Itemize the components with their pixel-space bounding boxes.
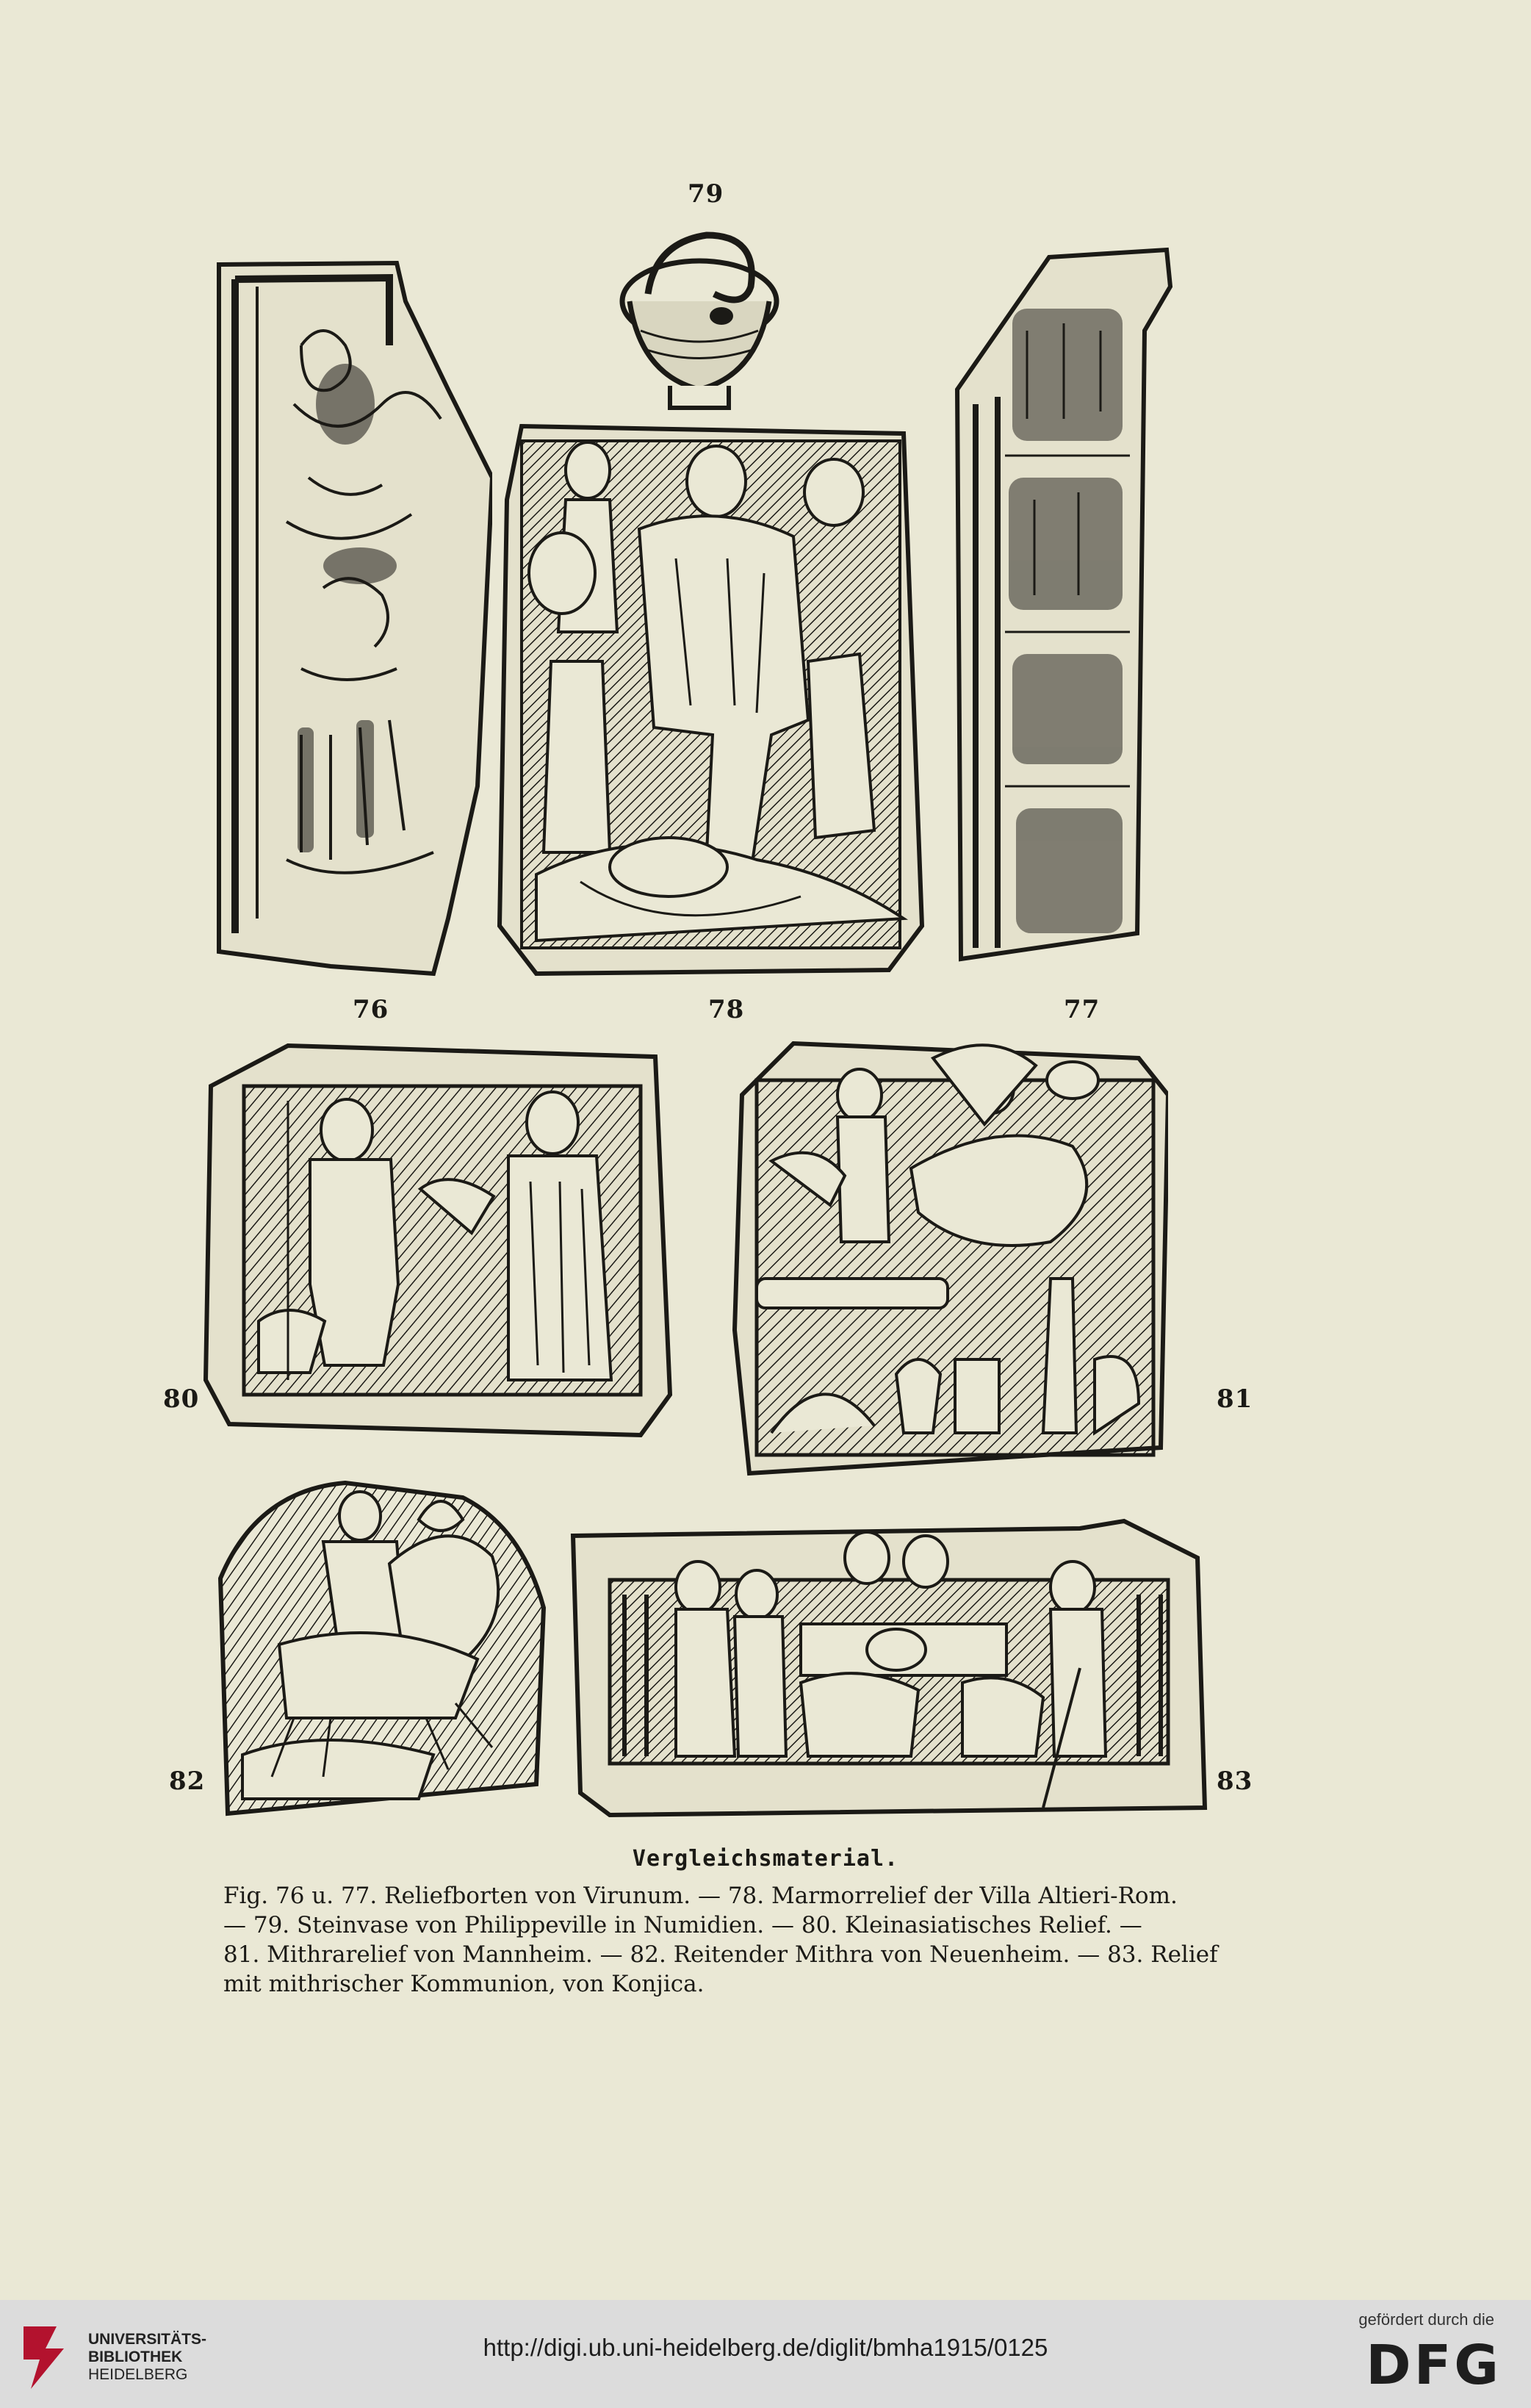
- caption-line-3: 81. Mithrarelief von Mannheim. — 82. Reitender Mithra von Neuenheim. — 83. Relief: [223, 1941, 1218, 1968]
- figure-78-marble-relief: [492, 411, 926, 985]
- library-name-line-2: BIBLIOTHEK: [88, 2348, 183, 2365]
- caption-title: Vergleichsmaterial.: [632, 1846, 899, 1872]
- caption-line-1: Fig. 76 u. 77. Reliefborten von Virunum. — 78. Marmorrelief der Villa Altieri-Rom.: [223, 1883, 1178, 1909]
- figure-77-relief-border: [954, 242, 1174, 963]
- library-name-line-1: UNIVERSITÄTS-: [88, 2331, 207, 2348]
- caption-line-4: mit mithrischer Kommunion, von Konjica.: [223, 1971, 705, 1997]
- figure-76-relief-border: [213, 257, 492, 977]
- figure-79-stone-vase: [611, 213, 788, 419]
- figure-number-82: 82: [169, 1767, 206, 1796]
- caption-body: [223, 1881, 1224, 1999]
- figure-80-asia-minor-relief: [200, 1042, 677, 1439]
- figure-number-80: 80: [163, 1384, 200, 1414]
- figure-number-83: 83: [1217, 1767, 1253, 1796]
- figure-number-77: 77: [1064, 995, 1100, 1024]
- figure-82-riding-mithras-neuenheim: [213, 1476, 551, 1821]
- funding-note: gefördert durch die: [1358, 2310, 1494, 2329]
- caption-line-2: — 79. Steinvase von Philippeville in Numidien. — 80. Kleinasiatisches Relief. —: [223, 1912, 1142, 1938]
- footer-bar: [0, 2300, 1531, 2408]
- figure-number-81: 81: [1217, 1384, 1253, 1414]
- permalink-url[interactable]: http://digi.ub.uni-heidelberg.de/diglit/bmha1915/0125: [483, 2334, 1048, 2361]
- figure-number-78: 78: [708, 995, 745, 1024]
- library-name-line-3: HEIDELBERG: [88, 2366, 188, 2383]
- figure-number-76: 76: [353, 995, 389, 1024]
- figure-81-mithras-relief-mannheim: [727, 1036, 1168, 1477]
- figure-number-79: 79: [688, 179, 724, 209]
- dfg-logo[interactable]: DFG: [1366, 2334, 1502, 2397]
- figure-83-relief-konjica: [566, 1514, 1212, 1822]
